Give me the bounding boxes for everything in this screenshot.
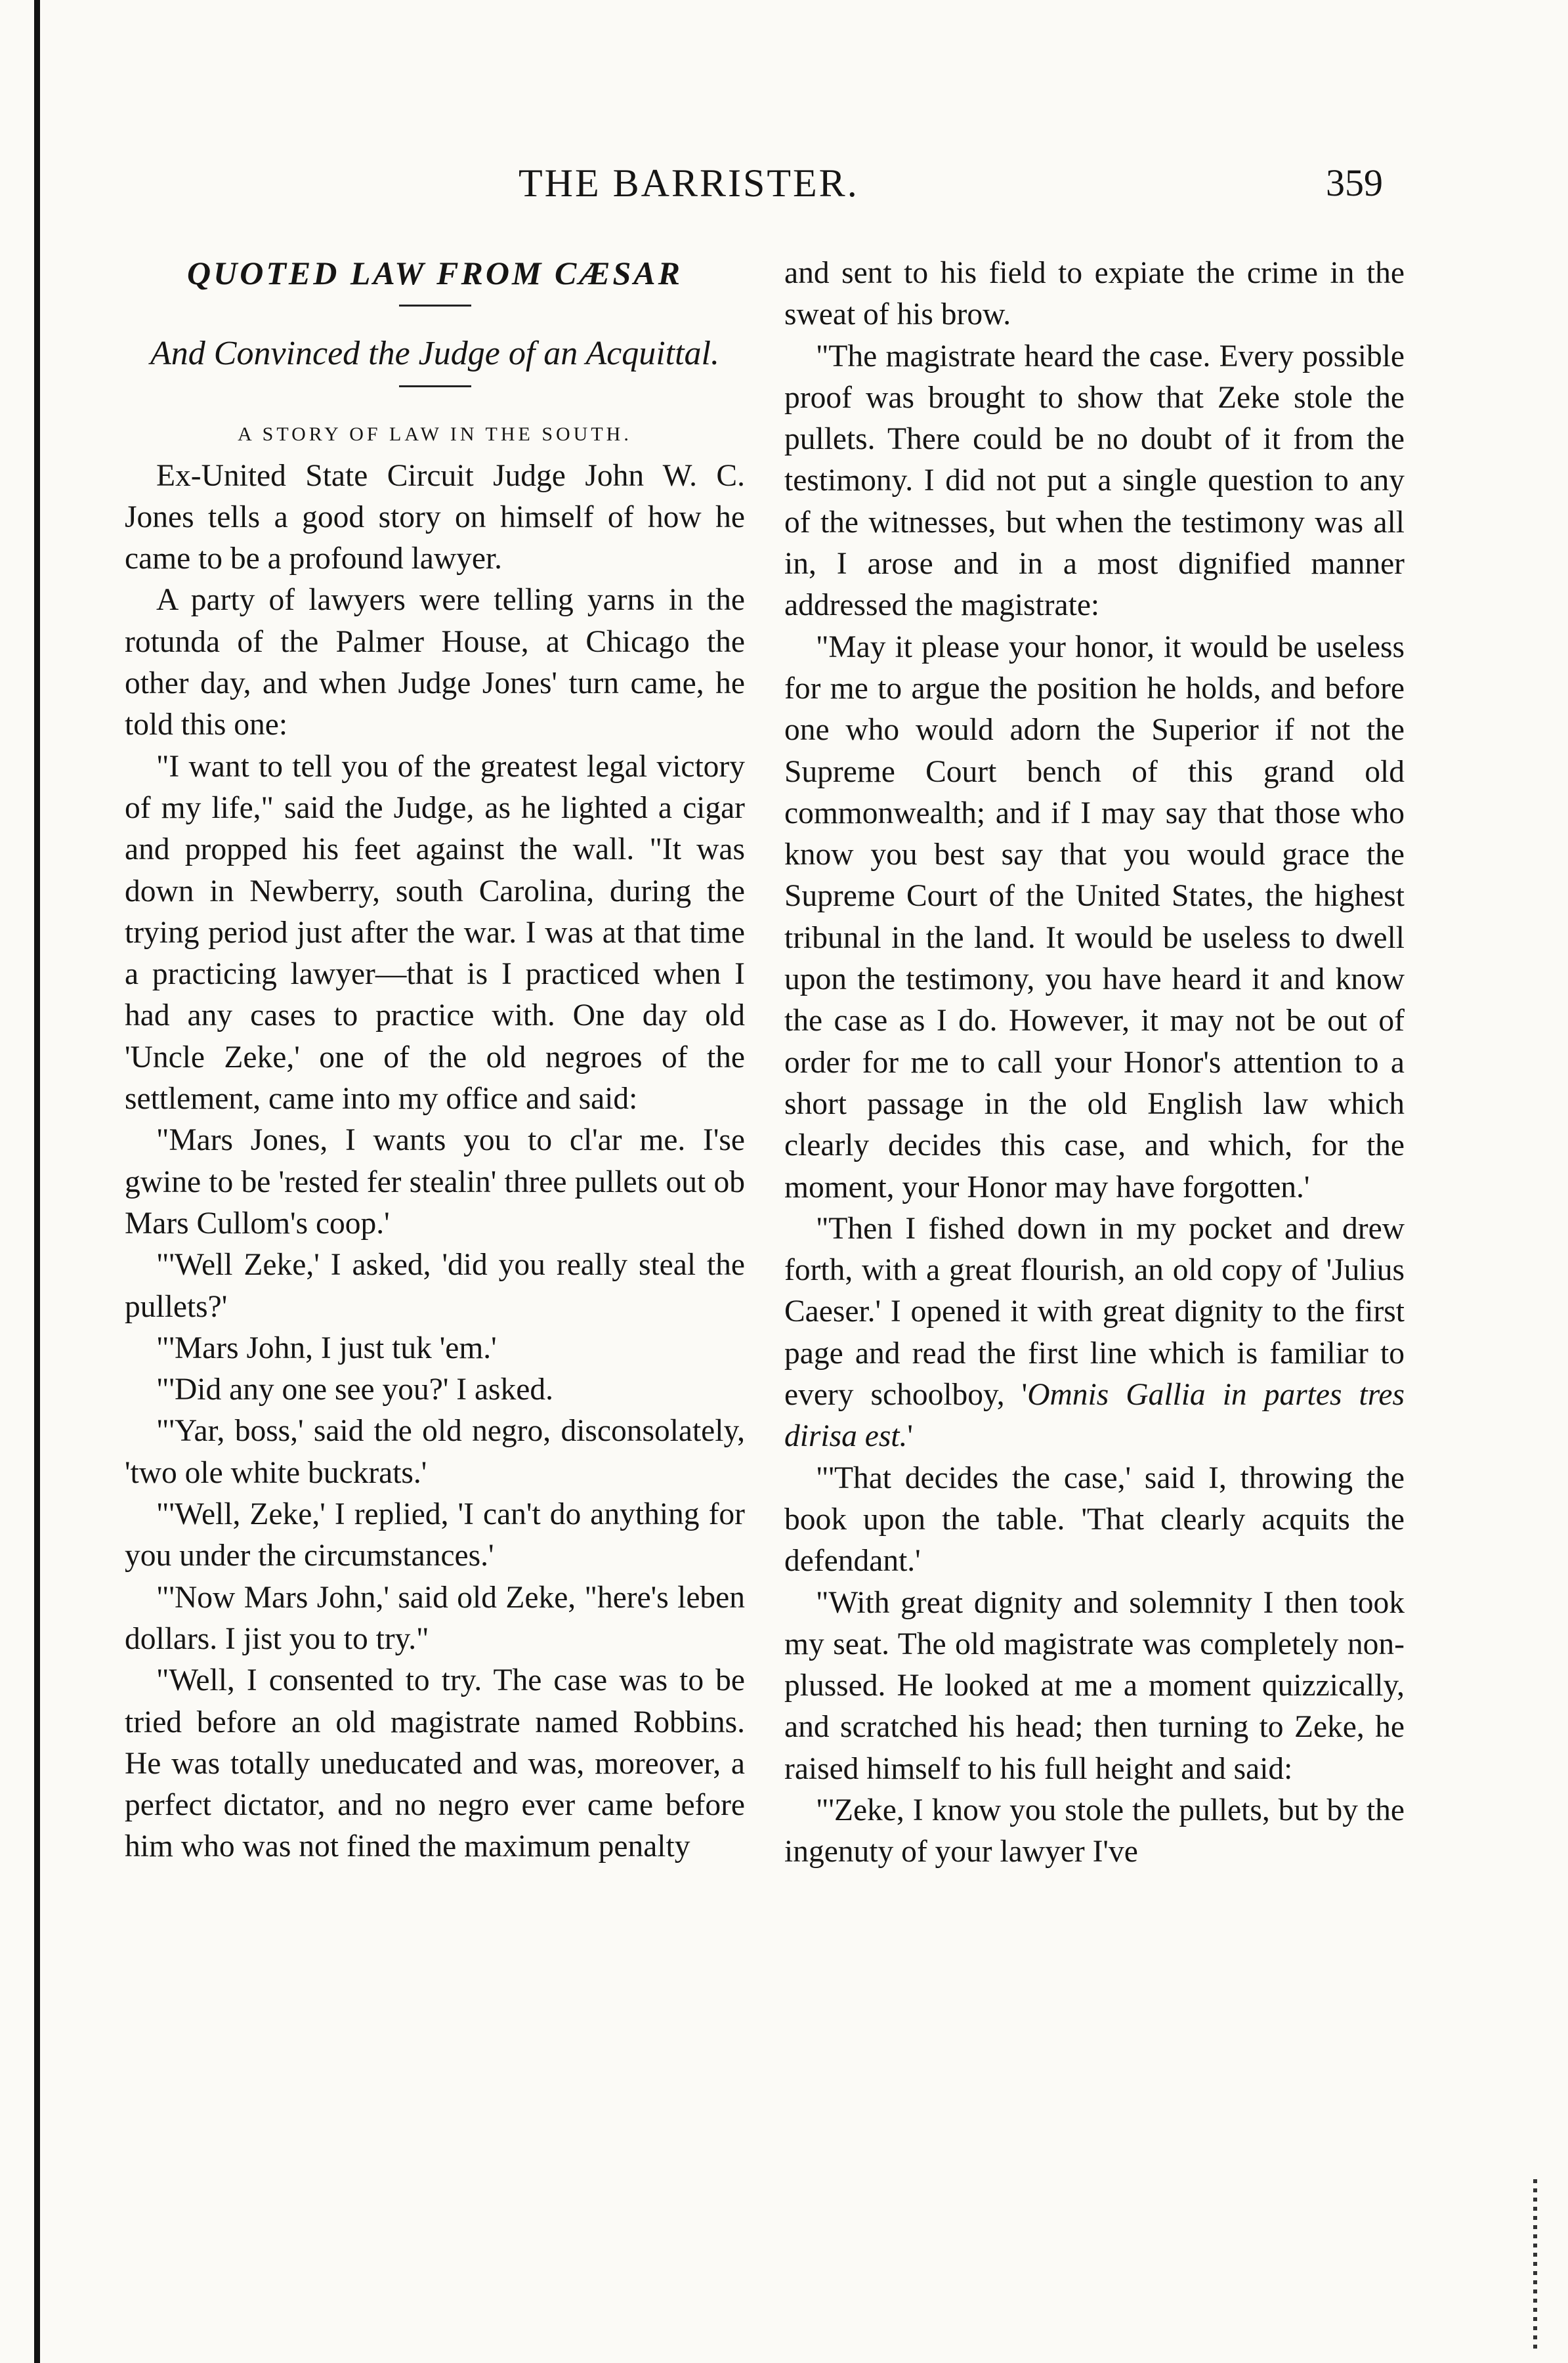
paragraph: "'Well, Zeke,' I replied, 'I can't do anything for you under the circumstances.': [125, 1497, 745, 1573]
subheadline-divider: [399, 385, 471, 387]
paragraph: "'Now Mars John,' said old Zeke, "here's leben dollars. I jist you to try.": [125, 1580, 745, 1656]
paragraph: "The magistrate heard the case. Every possible proof was brought to show that Zeke stole the pullets. There could be no doubt of it from the testimony. I did not put a single question to any of the witnesses, but when the testimony was all in, I arose and in a most dignified manner addressed the magistrate:: [784, 339, 1405, 623]
article-headline: QUOTED LAW FROM CÆSAR: [187, 255, 683, 291]
paragraph: "I want to tell you of the greatest legal victory of my life," said the Judge, as he lighted a cigar and propped his feet against the wall. "It was down in Newberry, south Carolina, during the trying period just after the war. I was at that time a practicing lawyer—that is I practiced when I had any cases to practice with. One day old 'Uncle Zeke,' one of the old negroes of the settlement, came into my office and said:: [125, 749, 745, 1117]
paragraph: "May it please your honor, it would be useless for me to argue the position he holds, and before one who would adorn the Superior if not the Supreme Court bench of this grand old commonwealth; and if I may say that those who know you best say that you would grace the Supreme Court of the United States, the highest tribunal in the land. It would be useless to dwell upon the testimony, you have heard it and know the case as I do. However, it may not be out of order for me to call your Honor's attention to a short passage in the old English law which clearly decides this case, and which, for the moment, your Honor may have forgotten.': [784, 629, 1405, 1204]
paragraph: "'Yar, boss,' said the old negro, disconsolately, 'two ole white buckrats.': [125, 1414, 745, 1490]
paragraph: "'Zeke, I know you stole the pullets, but by the ingenuty of your lawyer I've: [784, 1793, 1405, 1869]
paragraph: "'That decides the case,' said I, throwing the book upon the table. 'That clearly acquits the defendant.': [784, 1460, 1405, 1579]
page-edge-rule: [34, 0, 40, 2363]
latin-quote: Omnis Gallia in partes tres dirisa est.: [784, 1378, 1405, 1454]
page-number: 359: [1326, 161, 1383, 204]
paragraph: "'Did any one see you?' I asked.: [156, 1373, 553, 1407]
paragraph: "'Mars John, I just tuk 'em.': [156, 1331, 497, 1365]
paragraph: A party of lawyers were telling yarns in the rotunda of the Palmer House, at Chicago the other day, and when Judge Jones' turn came, he told this one:: [125, 583, 745, 742]
right-column: [784, 253, 1405, 1873]
article-subheadline: And Convinced the Judge of an Acquittal.: [150, 335, 719, 373]
section-heading: A STORY OF LAW IN THE SOUTH.: [238, 423, 632, 446]
paragraph: "Well, I consented to try. The case was to be tried before an old magistrate named Robbins. He was totally uneducated and was, moreover, a perfect dictator, and no negro ever came before him who was not fined the maximum penalty: [125, 1663, 745, 1864]
paragraph-with-latin-quote: [784, 1208, 1405, 1458]
paragraph-continuation: and sent to his field to expiate the crime in the sweat of his brow.: [784, 256, 1405, 332]
paragraph: "Mars Jones, I wants you to cl'ar me. I'se gwine to be 'rested fer stealin' three pullets out ob Mars Cullom's coop.': [125, 1123, 745, 1241]
left-column: [125, 253, 745, 1868]
paragraph: "With great dignity and solemnity I then took my seat. The old magistrate was completely non-plussed. He looked at me a moment quizzically, and scratched his head; then turning to Zeke, he raised himself to his full height and said:: [784, 1585, 1405, 1786]
quote-close: ': [907, 1419, 913, 1454]
paragraph: Ex-United State Circuit Judge John W. C. Jones tells a good story on himself of how he came to be a profound lawyer.: [125, 458, 745, 576]
running-head: THE BARRISTER.: [519, 161, 859, 205]
headline-divider: [399, 305, 471, 307]
paragraph: "'Well Zeke,' I asked, 'did you really steal the pullets?': [125, 1248, 745, 1324]
scan-margin-mark: [1533, 2179, 1537, 2350]
page-header: [0, 161, 1568, 220]
paragraph-text: "Then I fished down in my pocket and drew forth, with a great flourish, an old copy of 'Julius Caeser.' I opened it with great dignity to the first page and read the first line which is familiar to every schoolboy, ': [784, 1211, 1405, 1413]
